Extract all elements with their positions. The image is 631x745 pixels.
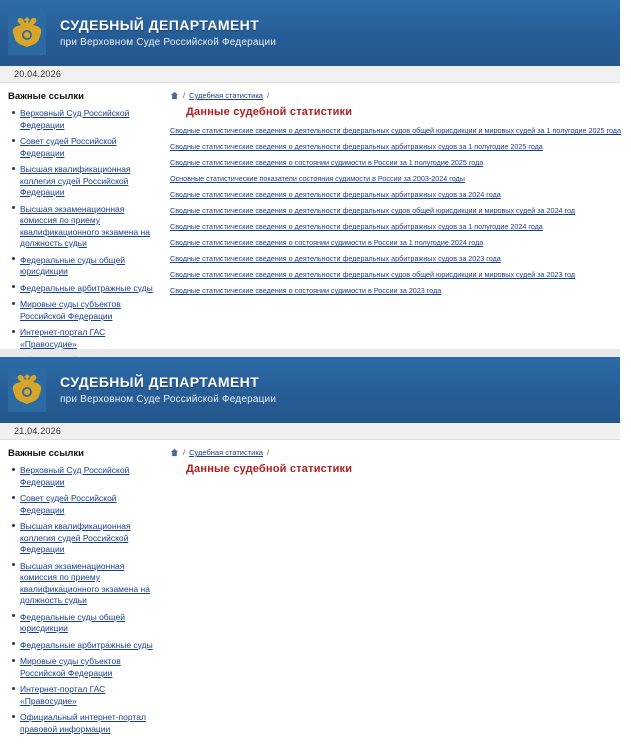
sidebar-link[interactable]: Высшая квалификационная коллегия судей Российской Федерации <box>20 164 131 197</box>
sidebar-link[interactable]: Совет судей Российской Федерации <box>20 136 117 158</box>
statistics-link[interactable]: Сводные статистические сведения о деятельности федеральных судов общей юрисдикции и мировых судей за 1 полугодие 2025 года <box>170 126 622 135</box>
sidebar-title: Важные ссылки <box>8 448 84 459</box>
site-title: СУДЕБНЫЙ ДЕПАРТАМЕНТ <box>60 16 260 33</box>
sidebar-item-gas-pravosudie-portal[interactable] <box>20 683 154 706</box>
home-icon[interactable] <box>170 91 179 100</box>
breadcrumb-link-statistics[interactable]: Судебная статистика <box>189 448 263 457</box>
statistics-link[interactable]: Сводные статистические сведения о деятельности федеральных арбитражных судов за 1 полугодие 2024 года <box>170 222 543 231</box>
page-body-top <box>0 83 620 388</box>
breadcrumb-separator-2: / <box>266 91 270 100</box>
header-text-block-bottom <box>54 374 276 407</box>
double-headed-eagle-crest-icon <box>8 11 46 55</box>
site-subtitle: при Верховном Суде Российской Федерации <box>60 36 277 48</box>
sidebar-item-examination-commission[interactable] <box>20 560 154 606</box>
breadcrumb <box>164 91 621 100</box>
sidebar-item-justices-of-the-peace[interactable] <box>20 298 154 321</box>
breadcrumb-separator: / <box>183 91 186 100</box>
breadcrumb-separator: / <box>183 448 186 457</box>
date-bar-bottom <box>0 423 620 440</box>
page-capture-bottom <box>0 357 620 734</box>
sidebar-link-list <box>8 464 154 734</box>
sidebar-item-supreme-court[interactable] <box>20 464 154 487</box>
sidebar-bottom <box>0 440 160 745</box>
sidebar-item-council-of-judges[interactable] <box>20 492 154 515</box>
site-subtitle: при Верховном Суде Российской Федерации <box>60 393 277 405</box>
sidebar-item-gas-pravosudie-portal[interactable] <box>20 326 154 349</box>
site-title: СУДЕБНЫЙ ДЕПАРТАМЕНТ <box>60 373 260 390</box>
statistics-link[interactable]: Сводные статистические сведения о деятельности федеральных судов общей юрисдикции и мировых судей за 2024 год <box>170 206 575 215</box>
statistics-link[interactable]: Сводные статистические сведения о деятельности федеральных арбитражных судов за 1 полугодие 2025 года <box>170 142 543 151</box>
sidebar-item-general-jurisdiction-courts[interactable] <box>20 611 154 634</box>
sidebar-link[interactable]: Федеральные арбитражные суды <box>20 639 153 650</box>
crest-container-bottom <box>0 357 54 423</box>
statistics-link[interactable]: Сводные статистические сведения о деятельности федеральных судов общей юрисдикции и мировых судей за 2023 год <box>170 270 575 279</box>
site-header <box>0 0 620 66</box>
current-date: 20.04.2026 <box>14 69 62 79</box>
sidebar-item-examination-commission[interactable] <box>20 203 154 249</box>
sidebar-link[interactable]: Интернет-портал ГАС «Правосудие» <box>20 684 106 706</box>
breadcrumb-separator-2: / <box>266 448 270 457</box>
sidebar-link[interactable]: Мировые суды субъектов Российской Федерации <box>20 656 121 678</box>
sidebar-item-justices-of-the-peace[interactable] <box>20 655 154 678</box>
page-body-bottom <box>0 440 620 745</box>
statistics-link[interactable]: Сводные статистические сведения о состоянии судимости в России за 2023 года <box>170 286 442 295</box>
statistics-link[interactable]: Основные статистические показатели состояния судимости в России за 2003-2024 годы <box>170 174 465 183</box>
statistics-link[interactable]: Сводные статистические сведения о состоянии судимости в России за 1 полугодие 2024 года <box>170 238 484 247</box>
sidebar-top <box>0 83 160 388</box>
sidebar-item-general-jurisdiction-courts[interactable] <box>20 254 154 277</box>
page-title: Данные судебной статистики <box>186 106 353 118</box>
main-content-bottom <box>160 440 620 499</box>
crest-container <box>0 0 54 66</box>
statistics-link[interactable]: Сводные статистические сведения о деятельности федеральных арбитражных судов за 2024 года <box>170 190 501 199</box>
date-bar-top <box>0 66 620 83</box>
sidebar-item-arbitration-courts[interactable] <box>20 639 154 651</box>
sidebar-item-legal-info-portal[interactable] <box>20 711 154 734</box>
sidebar-item-supreme-court[interactable] <box>20 107 154 130</box>
sidebar-link[interactable]: Верховный Суд Российской Федерации <box>20 465 130 487</box>
sidebar-link[interactable]: Высшая квалификационная коллегия судей Российской Федерации <box>20 521 131 554</box>
sidebar-link[interactable]: Мировые суды субъектов Российской Федерации <box>20 299 121 321</box>
double-headed-eagle-crest-icon <box>8 368 46 412</box>
statistics-link-list <box>164 126 621 295</box>
sidebar-item-qualification-board[interactable] <box>20 520 154 555</box>
sidebar-link[interactable]: Интернет-портал ГАС «Правосудие» <box>20 327 106 349</box>
sidebar-link[interactable]: Высшая экзаменационная комиссия по приему квалификационного экзамена на должность судьи <box>20 203 150 248</box>
sidebar-link-list <box>8 107 154 377</box>
sidebar-link[interactable]: Верховный Суд Российской Федерации <box>20 108 130 130</box>
home-icon[interactable] <box>170 448 179 457</box>
breadcrumb <box>164 448 610 457</box>
sidebar-item-arbitration-courts[interactable] <box>20 282 154 294</box>
sidebar-link[interactable]: Федеральные арбитражные суды <box>20 282 153 293</box>
site-header-bottom <box>0 357 620 423</box>
sidebar-title: Важные ссылки <box>8 91 84 102</box>
statistics-link-list-empty <box>164 483 610 493</box>
page-capture-top <box>0 0 620 349</box>
sidebar-link[interactable]: Федеральные суды общей юрисдикции <box>20 254 126 276</box>
current-date: 21.04.2026 <box>14 426 62 436</box>
page-title: Данные судебной статистики <box>186 463 353 475</box>
sidebar-link[interactable]: Федеральные суды общей юрисдикции <box>20 611 126 633</box>
sidebar-link[interactable]: Официальный интернет-портал правовой информации <box>20 712 146 734</box>
statistics-link[interactable]: Сводные статистические сведения о состоянии судимости в России за 1 полугодие 2025 года <box>170 158 484 167</box>
header-text-block <box>54 17 276 50</box>
statistics-link[interactable]: Сводные статистические сведения о деятельности федеральных арбитражных судов за 2023 года <box>170 254 501 263</box>
sidebar-link[interactable]: Совет судей Российской Федерации <box>20 493 117 515</box>
sidebar-item-council-of-judges[interactable] <box>20 135 154 158</box>
sidebar-link[interactable]: Высшая экзаменационная комиссия по приему квалификационного экзамена на должность судьи <box>20 560 150 605</box>
main-content-top <box>160 83 631 308</box>
sidebar-item-qualification-board[interactable] <box>20 163 154 198</box>
breadcrumb-link-statistics[interactable]: Судебная статистика <box>189 91 263 100</box>
